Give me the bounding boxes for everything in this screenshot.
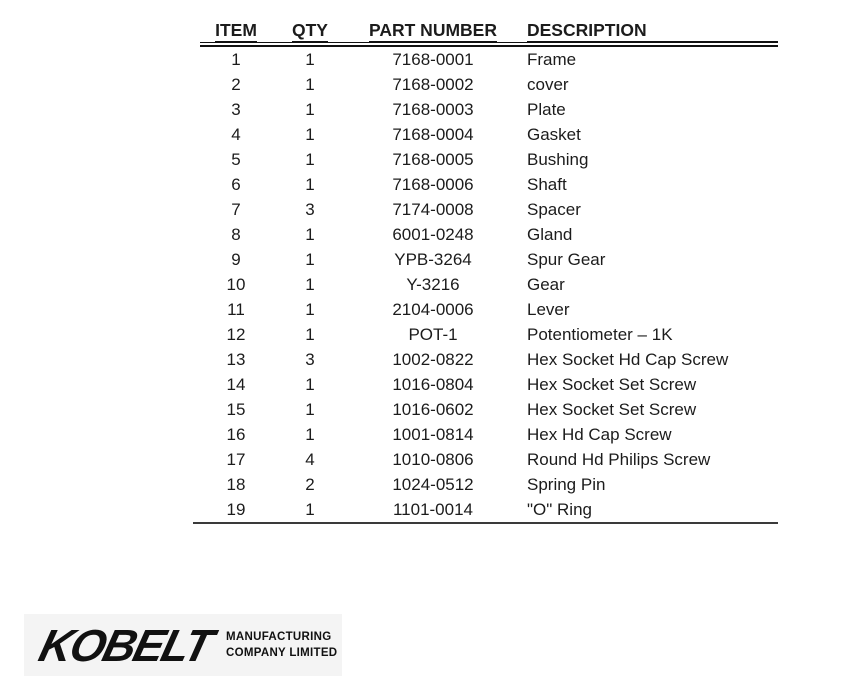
cell-qty: 1 [305,300,315,319]
parts-table-body [200,47,778,522]
table-row [200,322,778,347]
table-row [200,197,778,222]
table-row [200,222,778,247]
logo-company-line2: COMPANY LIMITED [226,646,338,659]
table-row [200,347,778,372]
table-row [200,72,778,97]
cell-item: 2 [231,75,241,94]
cell-qty: 3 [305,200,315,219]
cell-description: Spacer [527,200,581,219]
cell-item: 17 [226,450,246,469]
cell-part-number: 6001-0248 [392,225,474,244]
table-bottom-rule [193,522,778,524]
cell-part-number: 7168-0001 [392,50,474,69]
cell-description: "O" Ring [527,500,592,519]
cell-part-number: 1010-0806 [392,450,474,469]
cell-part-number: 1024-0512 [392,475,474,494]
cell-description: Lever [527,300,570,319]
cell-item: 10 [226,275,246,294]
cell-part-number: 1016-0602 [392,400,474,419]
cell-qty: 1 [305,325,315,344]
cell-qty: 1 [305,150,315,169]
cell-description: Round Hd Philips Screw [527,450,711,469]
cell-description: Bushing [527,150,589,169]
header-cell-item [200,20,272,42]
cell-part-number: 2104-0006 [392,300,474,319]
cell-item: 19 [226,500,246,519]
table-row [200,122,778,147]
table-row [200,47,778,72]
cell-item: 5 [231,150,241,169]
logo-company-text [226,630,337,661]
table-row [200,447,778,472]
cell-description: Plate [527,100,566,119]
header-label-description: DESCRIPTION [527,20,778,43]
cell-part-number: 1016-0804 [392,375,474,394]
cell-part-number: YPB-3264 [394,250,472,269]
kobelt-logo: KOBELT [34,620,217,671]
cell-qty: 1 [305,275,315,294]
cell-item: 9 [231,250,241,269]
cell-part-number: 7168-0005 [392,150,474,169]
header-cell-description [518,20,778,42]
cell-item: 16 [226,425,246,444]
cell-qty: 2 [305,475,315,494]
cell-item: 14 [226,375,246,394]
cell-qty: 1 [305,125,315,144]
cell-description: Hex Hd Cap Screw [527,425,672,444]
cell-qty: 1 [305,175,315,194]
table-row [200,97,778,122]
table-row [200,372,778,397]
table-row [200,297,778,322]
logo-company-line1: MANUFACTURING [226,631,332,643]
cell-description: Spring Pin [527,475,606,494]
cell-item: 6 [231,175,241,194]
cell-qty: 1 [305,50,315,69]
table-row [200,472,778,497]
header-label-qty: QTY [292,20,328,43]
cell-qty: 3 [305,350,315,369]
table-row [200,397,778,422]
cell-description: Potentiometer – 1K [527,325,673,344]
cell-description: Spur Gear [527,250,606,269]
table-row [200,422,778,447]
cell-part-number: 1101-0014 [392,500,474,519]
cell-item: 18 [226,475,246,494]
cell-part-number: Y-3216 [406,275,460,294]
cell-item: 8 [231,225,241,244]
cell-description: Hex Socket Set Screw [527,375,697,394]
cell-qty: 1 [305,250,315,269]
cell-item: 4 [231,125,241,144]
cell-description: Hex Socket Hd Cap Screw [527,350,729,369]
table-row [200,247,778,272]
header-cell-qty [272,20,348,42]
cell-description: cover [527,75,569,94]
cell-description: Gasket [527,125,581,144]
cell-description: Hex Socket Set Screw [527,400,697,419]
cell-qty: 1 [305,425,315,444]
cell-qty: 1 [305,375,315,394]
table-row [200,172,778,197]
cell-item: 13 [226,350,246,369]
header-cell-part-number [348,20,518,42]
cell-part-number: 7168-0002 [392,75,474,94]
cell-qty: 1 [305,500,315,519]
table-row [200,147,778,172]
cell-item: 1 [231,50,241,69]
cell-description: Gland [527,225,573,244]
cell-item: 11 [227,300,245,319]
cell-part-number: 7168-0004 [392,125,474,144]
cell-item: 7 [231,200,241,219]
table-row [200,497,778,522]
table-row [200,272,778,297]
cell-qty: 1 [305,100,315,119]
cell-item: 15 [226,400,246,419]
cell-part-number: POT-1 [408,325,458,344]
cell-description: Shaft [527,175,567,194]
cell-part-number: 7174-0008 [392,200,474,219]
cell-part-number: 7168-0006 [392,175,474,194]
cell-qty: 1 [305,400,315,419]
cell-part-number: 7168-0003 [392,100,474,119]
cell-qty: 4 [305,450,315,469]
cell-qty: 1 [305,225,315,244]
parts-table [200,20,778,524]
cell-description: Gear [527,275,565,294]
cell-description: Frame [527,50,577,69]
header-label-item: ITEM [215,20,257,43]
parts-table-header [200,20,778,42]
cell-qty: 1 [305,75,315,94]
cell-item: 3 [231,100,241,119]
cell-part-number: 1001-0814 [392,425,474,444]
cell-item: 12 [226,325,246,344]
header-label-part-number: PART NUMBER [369,20,497,43]
cell-part-number: 1002-0822 [392,350,474,369]
